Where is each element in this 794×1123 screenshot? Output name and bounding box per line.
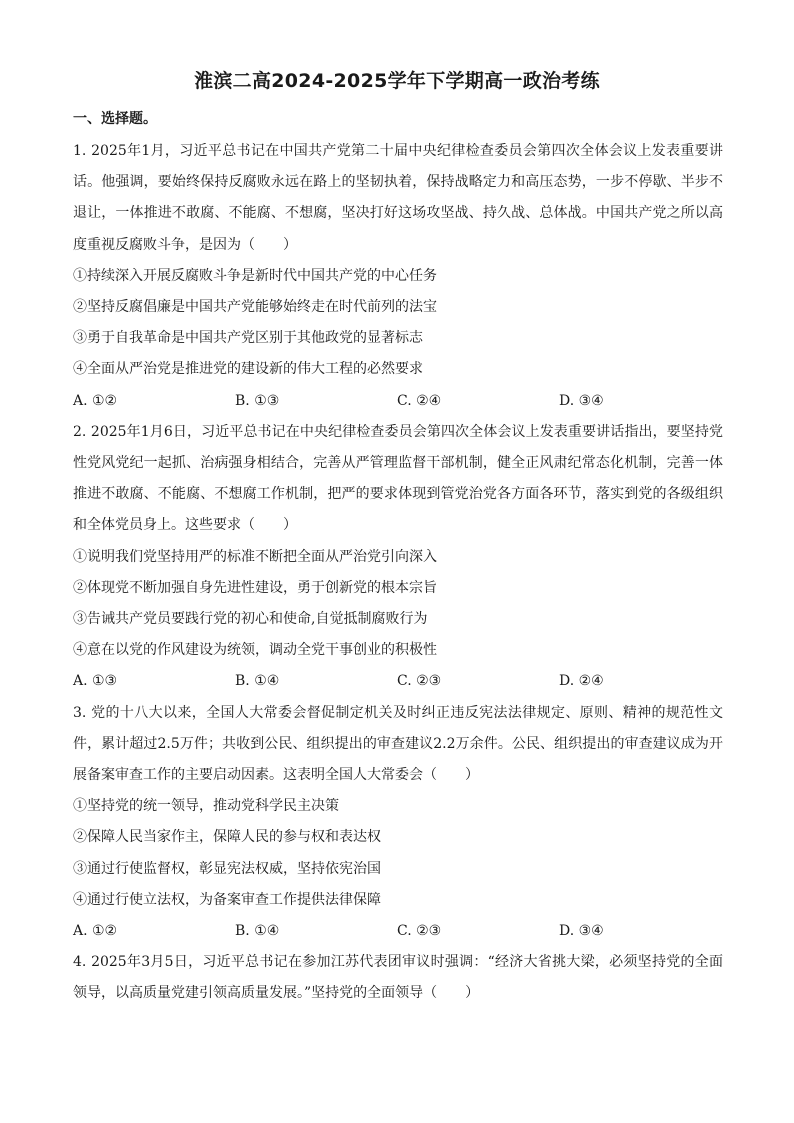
choice-d[interactable]: D. ③④ (559, 392, 604, 409)
statement-option: ④全面从严治党是推进党的建设新的伟大工程的必然要求 (73, 361, 423, 378)
choice-b[interactable]: B. ①④ (235, 673, 280, 690)
statement-option: ②体现党不断加强自身先进性建设，勇于创新党的根本宗旨 (73, 579, 437, 596)
choice-a[interactable]: A. ①② (73, 392, 118, 409)
choice-c[interactable]: C. ②③ (397, 673, 442, 690)
question-2 (73, 417, 723, 698)
choice-d[interactable]: D. ②④ (559, 673, 604, 690)
choice-c[interactable]: C. ②③ (397, 923, 442, 940)
choice-b[interactable]: B. ①③ (235, 392, 280, 409)
question-list (73, 136, 723, 1010)
question-4 (73, 947, 723, 1009)
choice-b[interactable]: B. ①④ (235, 923, 280, 940)
answer-choices (73, 386, 723, 417)
section-heading: 一、选择题。 (73, 111, 157, 127)
choice-c[interactable]: C. ②④ (397, 392, 442, 409)
statement-option: ①说明我们党坚持用严的标准不断把全面从严治党引向深入 (73, 548, 437, 565)
choice-a[interactable]: A. ①③ (73, 673, 118, 690)
question-1 (73, 136, 723, 417)
statement-option: ②坚持反腐倡廉是中国共产党能够始终走在时代前列的法宝 (73, 299, 437, 316)
question-3 (73, 698, 723, 948)
statement-option: ③勇于自我革命是中国共产党区别于其他政党的显著标志 (73, 330, 423, 347)
statement-option: ④意在以党的作风建设为统领，调动全党干事创业的积极性 (73, 642, 437, 659)
page-title: 淮滨二高2024-2025学年下学期高一政治考练 (194, 70, 600, 92)
choice-d[interactable]: D. ③④ (559, 923, 604, 940)
answer-choices (73, 666, 723, 697)
question-stem: 2. 2025年1月6日，习近平总书记在中央纪律检查委员会第四次全体会议上发表重要讲话指出，要坚持党性党风党纪一起抓、治病强身相结合，完善从严管理监督干部机制，健全正风肃纪常态化机制，完善一体推进不敢腐、不能腐、不想腐工作机制，把严的要求体现到管党治党各方面各环节，落实到党的各级组织和全体党员身上。这些要求（ ） (73, 423, 723, 534)
statement-option: ③通过行使监督权，彰显宪法权威，坚持依宪治国 (73, 860, 381, 877)
statement-option: ②保障人民当家作主，保障人民的参与权和表达权 (73, 829, 381, 846)
statement-option: ④通过行使立法权，为备案审查工作提供法律保障 (73, 891, 381, 908)
statement-option: ③告诫共产党员要践行党的初心和使命,自觉抵制腐败行为 (73, 611, 428, 628)
statement-option: ①持续深入开展反腐败斗争是新时代中国共产党的中心任务 (73, 267, 437, 284)
question-stem: 3. 党的十八大以来，全国人大常委会督促制定机关及时纠正违反宪法法律规定、原则、精神的规范性文件，累计超过2.5万件；共收到公民、组织提出的审查建议2.2万余件。公民、组织提出的审查建议成为开展备案审查工作的主要启动因素。这表明全国人大常委会（ ） (73, 704, 723, 784)
question-stem: 1. 2025年1月，习近平总书记在中国共产党第二十届中央纪律检查委员会第四次全体会议上发表重要讲话。他强调，要始终保持反腐败永远在路上的坚韧执着，保持战略定力和高压态势，一步不停歇、半步不退让，一体推进不敢腐、不能腐、不想腐，坚决打好这场攻坚战、持久战、总体战。中国共产党之所以高度重视反腐败斗争，是因为（ ） (73, 143, 723, 253)
statement-option: ①坚持党的统一领导，推动党科学民主决策 (73, 798, 339, 815)
answer-choices (73, 916, 723, 947)
choice-a[interactable]: A. ①② (73, 923, 118, 940)
question-stem: 4. 2025年3月5日，习近平总书记在参加江苏代表团审议时强调：“经济大省挑大梁，必须坚持党的全面领导，以高质量党建引领高质量发展。”坚持党的全面领导（ ） (73, 954, 723, 1002)
